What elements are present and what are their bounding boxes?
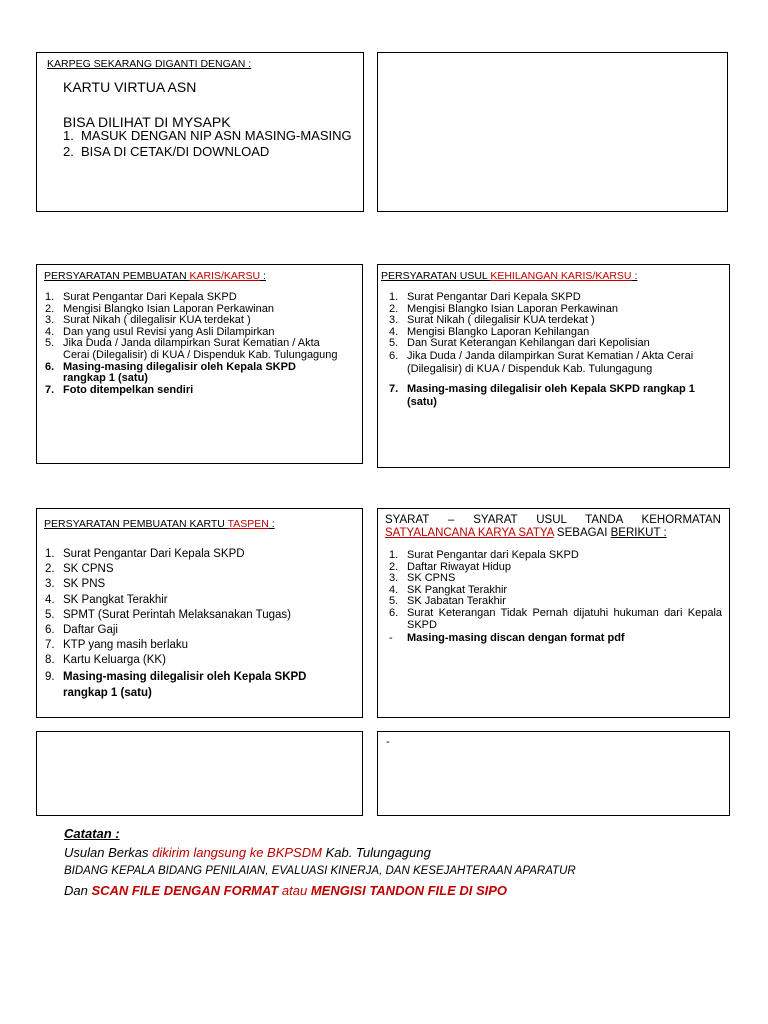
dash-box-bottom-right [377,731,730,816]
list-item: 7. KTP yang masih berlaku [45,639,189,652]
karpeg-list [63,129,355,159]
list-item: 7. Masing-masing dilegalisir oleh Kepala SKPD rangkap 1 (satu) [389,382,695,409]
karis-karsu-list [45,292,340,396]
catatan-line-2: BIDANG KEPALA BIDANG PENILAIAN, EVALUASI KINERJA, DAN KESEJAHTERAAN APARATUR [64,865,576,877]
list-item: - Masing-masing discan dengan format pdf [389,632,625,645]
list-item: 5. SPMT (Surat Perintah Melaksanakan Tugas) [45,608,291,621]
list-item: 3. Surat Nikah ( dilegalisir KUA terdekat ) [45,314,251,327]
karpeg-box [36,52,364,212]
list-item: 4. SK Pangkat Terakhir [389,583,508,596]
list-item: 1. Surat Pengantar Dari Kepala SKPD [389,291,581,303]
list-item: 4. Mengisi Blangko Laporan Kehilangan [389,325,590,338]
list-item: 2. Daftar Riwayat Hidup [389,560,511,573]
list-item: 5. Jika Duda / Janda dilampirkan Surat Kematian / Akta Cerai (Dilegalisir) di KUA / Dispenduk Kab. Tulungagung [45,337,338,361]
dash-mark: - [386,736,390,748]
satyalancana-box [377,508,730,718]
list-item: 3. SK PNS [45,578,106,591]
karpeg-title: KARPEG SEKARANG DIGANTI DENGAN : [47,58,252,70]
list-item: 1. Surat Pengantar Dari Kepala SKPD [45,291,237,303]
catatan-heading: Catatan : [64,826,120,841]
list-item: 4. SK Pangkat Terakhir [45,593,168,606]
list-item: 7. Foto ditempelkan sendiri [45,383,194,396]
list-item: 1. Surat Pengantar Dari Kepala SKPD [45,548,245,560]
satyalancana-title: SYARAT – SYARAT USUL TANDA KEHORMATAN SATYALANCANA KARYA SATYA SEBAGAI BERIKUT : [385,514,721,539]
kartu-virtual-heading: KARTU VIRTUA ASN [63,79,197,95]
list-item: 9. Masing-masing dilegalisir oleh Kepala SKPD rangkap 1 (satu) [45,670,307,699]
empty-box-top-right [377,52,728,212]
list-item: 6. Surat Keterangan Tidak Pernah dijatuhi hukuman dari Kepala SKPD [389,606,722,631]
karis-karsu-box [36,264,363,464]
kehilangan-box [377,264,730,468]
list-item: 5. SK Jabatan Terakhir [389,595,506,608]
list-item: 6. Daftar Gaji [45,624,118,637]
empty-box-bottom-left [36,731,363,816]
taspen-list [45,547,345,701]
catatan-line-3: Dan SCAN FILE DENGAN FORMAT atau MENGISI TANDON FILE DI SIPO [64,883,508,898]
catatan-line-1: Usulan Berkas dikirim langsung ke BKPSDM Kab. Tulungagung [64,845,431,860]
list-item: 2. SK CPNS [45,563,114,576]
taspen-title: PERSYARATAN PEMBUATAN KARTU TASPEN : [44,518,275,530]
list-item: 3. SK CPNS [389,572,456,585]
catatan-section [64,826,754,899]
list-item: 6. Jika Duda / Janda dilampirkan Surat Kematian / Akta Cerai (Dilegalisir) di KUA / Dispenduk Kab. Tulungagung [389,349,694,376]
list-item: 1. MASUK DENGAN NIP ASN MASING-MASING [63,128,352,143]
list-item: 6. Masing-masing dilegalisir oleh Kepala SKPD rangkap 1 (satu) [45,360,296,385]
list-item: 5. Dan Surat Keterangan Kehilangan dari Kepolisian [389,337,650,350]
list-item: 8. Kartu Keluarga (KK) [45,654,166,667]
list-item: 3. Surat Nikah ( dilegalisir KUA terdekat ) [389,314,595,327]
kehilangan-title: PERSYARATAN USUL KEHILANGAN KARIS/KARSU : [381,270,638,282]
taspen-box [36,508,363,718]
list-item: 2. BISA DI CETAK/DI DOWNLOAD [63,144,270,159]
list-item: 4. Dan yang usul Revisi yang Asli Dilampirkan [45,325,275,338]
list-item: 2. Mengisi Blangko Isian Laporan Perkawinan [389,302,618,315]
mysapk-heading: BISA DILIHAT DI MYSAPK [63,114,231,130]
kehilangan-list [389,292,709,410]
satyalancana-list [389,550,722,645]
list-item: 2. Mengisi Blangko Isian Laporan Perkawinan [45,302,274,315]
list-item: 1. Surat Pengantar dari Kepala SKPD [389,549,579,561]
karis-karsu-title: PERSYARATAN PEMBUATAN KARIS/KARSU : [44,270,266,282]
